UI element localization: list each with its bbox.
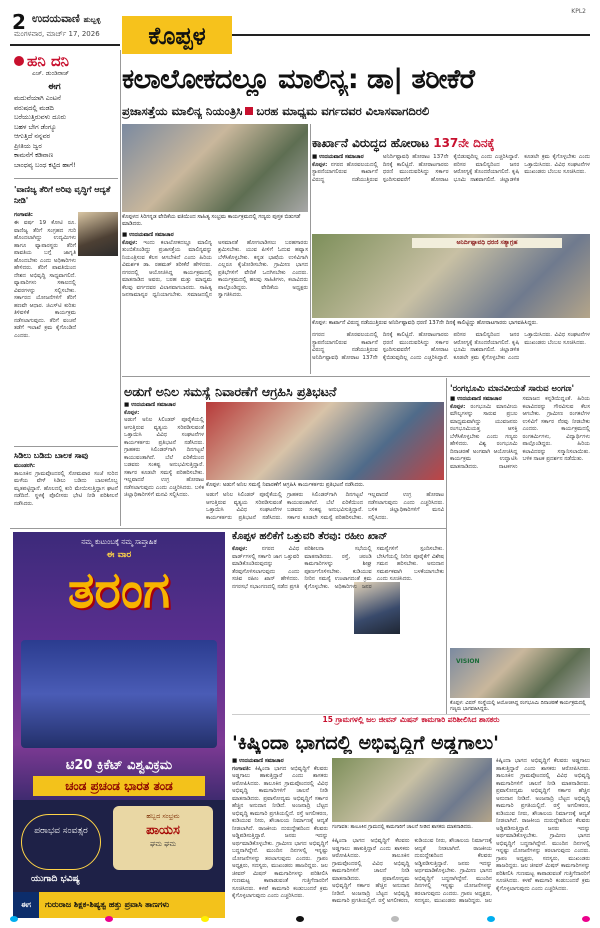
strike-place: ಕೊಪ್ಪಳ: — [312, 161, 328, 168]
hanidani-column — [14, 52, 118, 170]
kishkindha-body-right — [496, 758, 590, 912]
brief-tax-headline: 'ವಾಣಿಜ್ಯ ತೆರಿಗೆ ಅರಿವು ವೃದ್ಧಿಗೆ ಆದ್ಯತೆ ನೀಡಿ' — [14, 185, 111, 205]
kishkindha-headline: 'ಕಿಷ್ಕಿಂದಾ ಭಾಗದಲ್ಲಿ ಅಭಿವೃದ್ಧಿಗೆ ಅಡ್ಡಗಾಲು' — [232, 732, 499, 754]
kishkindha-caption: ಗಂಗಾವತಿ: ತಾಲೂಕಿನ ಗ್ರಾಮದಲ್ಲಿ ಕಾಮಗಾರಿಗೆ ಚಾಲನೆ ನೀಡಿದ ಶಾಸಕರು ಮಾತನಾಡಿದರು. — [332, 824, 473, 830]
kishkindha-photo — [332, 758, 492, 822]
ad-payasa-box — [113, 806, 213, 870]
brief-tax-story — [14, 184, 118, 206]
brief-tax-text: ಈ ವರ್ಷ 19 ಕೋಟಿ ರೂ. ವಾಣಿಜ್ಯ ತೆರಿಗೆ ಸಂಗ್ರಹದ ಗುರಿ ಹೊಂದಲಾಗಿದ್ದು ಉದ್ಯಮಿಗಳು ಹಾಗೂ ವ್ಯಾಪಾರಸ್ಥರು ತೆರಿಗೆ ಪಾವತಿಯ ಬಗ್ಗೆ ಜಾಗೃತಿ ಹೊಂದಬೇಕು ಎಂದು ಅಧಿಕಾರಿಗಳು ಹೇಳಿದರು. ತೆರಿಗೆ ಪಾವತಿಯಿಂದ ದೇಶದ ಅಭಿವೃದ್ಧಿ ಸಾಧ್ಯವಾಗಲಿದೆ. ವ್ಯಾಪಾರಿಗಳು ಸಕಾಲದಲ್ಲಿ ವಿವರಗಳನ್ನು ಸಲ್ಲಿಸಬೇಕು. ಸರ್ಕಾರದ ಯೋಜನೆಗಳಿಗೆ ತೆರಿಗೆ ಹಣವೇ ಆಧಾರ. ಜಿಎಸ್‌ಟಿ ಕುರಿತು ತಿಳಿವಳಿಕೆ ಕಾರ್ಯಕ್ರಮ ನಡೆಸಲಾಗುವುದು. ತೆರಿಗೆ ವಂಚನೆ ತಡೆಗೆ ಇಲಾಖೆ ಕ್ರಮ ಕೈಗೊಂಡಿದೆ ಎಂದರು. — [14, 220, 76, 339]
gas-text-continued: ಅಡುಗೆ ಅನಿಲ ಸಿಲಿಂಡರ್ ಪೂರೈಕೆಯಲ್ಲಿ ಆಗುತ್ತಿರುವ ವ್ಯತ್ಯಯ ಸರಿಪಡಿಸುವಂತೆ ಒತ್ತಾಯಿಸಿ ವಿವಿಧ ಸಂಘಟನೆಗಳ ಕಾರ್ಯಕರ್ತರು ಪ್ರತಿಭಟನೆ ನಡೆಸಿದರು. ಗ್ರಾಹಕರು ಸಿಲಿಂಡರ್‌ಗಾಗಿ ದಿನಗಟ್ಟಲೆ ಕಾಯುವಂತಾಗಿದೆ. ಬೆಲೆ ಏರಿಕೆಯಿಂದ ಬಡವರು ಸಂಕಷ್ಟ ಅನುಭವಿಸುತ್ತಿದ್ದಾರೆ. ಸರ್ಕಾರ ಕೂಡಲೇ ಸಮಸ್ಯೆ ಪರಿಹರಿಸಬೇಕು. ಇಲ್ಲವಾದರೆ ಉಗ್ರ ಹೋರಾಟ ನಡೆಸಲಾಗುವುದು ಎಂದು ಎಚ್ಚರಿಸಿದರು. ಬಳಿಕ ಜಿಲ್ಲಾಧಿಕಾರಿಗಳಿಗೆ ಮನವಿ ಸಲ್ಲಿಸಿದರು. — [206, 492, 444, 521]
strike-headline-count: 137ನೇ ದಿನಕ್ಕೆ — [433, 136, 495, 150]
brief-lightning-headline: ಸಿಡಿಲು ಬಡಿದು ಬಾಲಕ ಸಾವು — [14, 451, 89, 460]
strike-body — [312, 154, 590, 232]
theatre-photo — [450, 648, 590, 698]
column-rule — [120, 50, 121, 526]
ad-payasa-top: ಹಬ್ಬದ ಸಂಭ್ರಮ — [146, 812, 180, 820]
divider — [14, 446, 118, 447]
brief-lightning-body — [14, 463, 118, 529]
divider — [14, 178, 118, 179]
poem-line: ಆಗುತ್ತಿದೆ ನನ್ನವರ — [14, 132, 51, 140]
poem-line: ಬಹಳ ಬೇಗ ಡೆಂಗ್ಯೂ — [14, 122, 57, 131]
brief-lightning-story — [14, 450, 118, 529]
vision-logo: VISION — [456, 658, 480, 665]
yellow-mark-icon — [201, 916, 209, 922]
gas-body-continued — [206, 492, 444, 526]
dateline: ಗಂಗಾವತಿ: — [14, 212, 33, 218]
theatre-text-content: ರಂಗಭೂಮಿ ಮಾನವೀಯ ಮೌಲ್ಯಗಳನ್ನು ಸಾರುವ ಪ್ರಬಲ ಮಾಧ್ಯಮವಾಗಿದ್ದು ಯುವಜನರು ರಂಗಭೂಮಿಯತ್ತ ಆಸಕ್ತಿ ಬೆಳೆಸಿಕೊಳ್ಳಬೇಕು ಎಂದು ಗಣ್ಯರು ಹೇಳಿದರು. ವಿಶ್ವ ರಂಗಭೂಮಿ ದಿನಾಚರಣೆ ಅಂಗವಾಗಿ ಆಯೋಜಿಸಿದ್ದ ಕಾರ್ಯಕ್ರಮ ಉದ್ಘಾಟಿಸಿ ಮಾತನಾಡಿದರು. ನಾಟಕಗಳು ಸಮಾಜದ ಕನ್ನಡಿಯಿದ್ದಂತೆ. ಹಿರಿಯ ಕಲಾವಿದರನ್ನು ಗೌರವಿಸುವ ಕೆಲಸ ಆಗಬೇಕು. ಗ್ರಾಮೀಣ ರಂಗಕಲೆಗಳ ಉಳಿವಿಗೆ ಸರ್ಕಾರ ನೆರವು ನೀಡಬೇಕು ಎಂದರು. ಕಾರ್ಯಕ್ರಮದಲ್ಲಿ ರಂಗಕರ್ಮಿಗಳು, ವಿದ್ಯಾರ್ಥಿಗಳು ಪಾಲ್ಗೊಂಡಿದ್ದರು. ಹಿರಿಯ ಕಲಾವಿದರನ್ನು ಸನ್ಮಾನಿಸಲಾಯಿತು. ಬಳಿಕ ನಾಟಕ ಪ್ರದರ್ಶನ ನಡೆಯಿತು. — [450, 396, 590, 470]
section-banner: ಕೊಪ್ಪಳ — [122, 16, 232, 54]
ad-bottom-panel — [13, 800, 225, 918]
halike-headline: ಕೊಪ್ಪಳ ಹಲಿಕೆಗೆ ಒತ್ತುವರಿ ತೆರವು: ರಹೀಂ ಖಾನ್ — [232, 531, 388, 542]
page-number: 2 — [12, 10, 26, 34]
poem-line: ವರುಷದಲ್ಲಿ ಮಡದಿ — [14, 103, 54, 112]
strike-dateline: ■ ಉದಯವಾಣಿ ಸಮಾಚಾರ — [312, 154, 364, 160]
issue-date: ಮಂಗಳವಾರ, ಮಾರ್ಚ್ 17, 2026 — [14, 30, 100, 38]
lead-body — [122, 232, 308, 372]
ad-strip-text: ಗುರುರಾಜ ಶಿಕ್ಷಕ-ಶಿಷ್ಯತ್ವ ಹತ್ತು ಪ್ರವಾಸಿ ತಾಣಗಳು — [45, 900, 170, 909]
divider — [10, 528, 446, 529]
lead-text-content: ಇಂದು ಕಲಾಲೋಕದಲ್ಲೂ ಮಾಲಿನ್ಯ ತುಂಬಿಕೊಂಡಿದ್ದು ಪ್ರಜಾಸತ್ತೆಯ ಮಾಲಿನ್ಯವನ್ನು ನಿಯಂತ್ರಿಸುವ ಕೆಲಸ ಆಗಬೇಕಿದೆ ಎಂದು ಹಿರಿಯ ವಿಮರ್ಶಕ ಡಾ. ರಹಮತ್ ತರೀಕೆರೆ ಹೇಳಿದರು. ನಗರದಲ್ಲಿ ಆಯೋಜಿಸಿದ್ದ ಕಾರ್ಯಕ್ರಮದಲ್ಲಿ ಮಾತನಾಡಿದ ಅವರು, ಬರಹ ಮತ್ತು ಮಾಧ್ಯಮ ಕೆಲವು ವರ್ಗದವರ ವಿಲಾಸವಾಗಬಾರದು. ಸಾಹಿತ್ಯ ಜನಸಾಮಾನ್ಯರ ಧ್ವನಿಯಾಗಬೇಕು. ಸಮಾಜದಲ್ಲಿನ ಅಸಮಾನತೆ ಹೋಗಲಾಡಿಸಲು ಬರಹಗಾರರು ಶ್ರಮಿಸಬೇಕು. ಯುವ ಪೀಳಿಗೆ ಓದುವ ಹವ್ಯಾಸ ಬೆಳೆಸಿಕೊಳ್ಳಬೇಕು. ಕನ್ನಡ ಭಾಷೆಯ ಉಳಿವಿಗಾಗಿ ಎಲ್ಲರೂ ಕೈಜೋಡಿಸಬೇಕು. ಗ್ರಾಮೀಣ ಭಾಗದ ಪ್ರತಿಭೆಗಳಿಗೆ ವೇದಿಕೆ ಒದಗಿಸಬೇಕು ಎಂದರು. ಕಾರ್ಯಕ್ರಮದಲ್ಲಿ ಹಲವು ಸಾಹಿತಿಗಳು, ಕಲಾವಿದರು ಪಾಲ್ಗೊಂಡಿದ್ದರು. ವೇದಿಕೆಯ ಅಧ್ಯಕ್ಷರು ಸ್ವಾಗತಿಸಿದರು. — [122, 239, 308, 298]
protest-banner: ಅನಿರ್ದಿಷ್ಟಾವಧಿ ಧರಣಿ ಸತ್ಯಾಗ್ರಹ — [412, 238, 562, 248]
kishkindha-dateline: ■ ಉದಯವಾಣಿ ಸಮಾಚಾರ — [232, 758, 284, 764]
jjm-strap: 15 ಗ್ರಾಮಗಳಲ್ಲಿ ಜಲ ಜೀವನ್ ಮಿಷನ್ ಕಾಮಗಾರಿ ಪರಿಶೀಲಿಸಿದ ಶಾಸಕರು — [232, 714, 590, 728]
gas-photo — [206, 402, 444, 480]
ad-team-photo — [21, 640, 217, 748]
kishkindha-body-middle — [332, 838, 492, 912]
masthead-rule — [232, 34, 590, 36]
ad-strip — [13, 892, 225, 918]
kishkindha-body-left — [232, 758, 328, 912]
magenta-mark-icon — [582, 916, 590, 922]
print-registration-marks — [10, 916, 590, 924]
ad-tagline: ನಮ್ಮ ಕುಟುಂಬಕ್ಕೆ ನಮ್ಮ ಸಾಪ್ತಾಹಿಕ — [81, 538, 157, 546]
strike-photo — [312, 234, 590, 318]
cyan-mark-icon — [10, 916, 18, 922]
ad-weekly: ಈ ವಾರ — [106, 550, 132, 560]
halike-place: ಕೊಪ್ಪಳ: — [232, 546, 248, 552]
strike-caption: ಕೊಪ್ಪಳ: ಕಾರ್ಖಾನೆ ವಿರುದ್ಧ ನಡೆಯುತ್ತಿರುವ ಅನಿರ್ದಿಷ್ಟಾವಧಿ ಧರಣಿ 137ನೇ ದಿನಕ್ಕೆ ಕಾಲಿಟ್ಟಿದ್ದು ಹೋರಾಟಗಾರರು ಭಾಗವಹಿಸಿದ್ದರು. — [312, 320, 538, 326]
theatre-caption: ಕೊಪ್ಪಳ: ವಿಷನ್ ಸಂಸ್ಥೆಯಲ್ಲಿ ಆಯೋಜಿಸಿದ್ದ ರಂಗಭೂಮಿ ದಿನಾಚರಣೆ ಕಾರ್ಯಕ್ರಮದಲ್ಲಿ ಗಣ್ಯರು ಭಾಗವಹಿಸಿದ್ದರು. — [450, 700, 586, 712]
halike-body — [232, 546, 444, 712]
hanidani-author: ಎಚ್. ಡುಂಡಿರಾಜ್ — [32, 70, 70, 77]
gas-body — [124, 402, 204, 526]
ad-payasa-title: ಪಾಯಸ — [146, 823, 180, 838]
black-mark-icon — [296, 916, 304, 922]
gas-dateline: ■ ಉದಯವಾಣಿ ಸಮಾಚಾರ — [124, 402, 176, 408]
hanidani-title-text: ಹನಿ ದನಿ — [27, 52, 69, 70]
kishkindha-text-content: ಕಿಷ್ಕಿಂದಾ ಭಾಗದ ಅಭಿವೃದ್ಧಿಗೆ ಕೆಲವರು ಅಡ್ಡಗಾಲು ಹಾಕುತ್ತಿದ್ದಾರೆ ಎಂದು ಶಾಸಕರು ಆರೋಪಿಸಿದರು. ತಾಲೂಕಿನ ಗ್ರಾಮವೊಂದರಲ್ಲಿ ವಿವಿಧ ಅಭಿವೃದ್ಧಿ ಕಾಮಗಾರಿಗಳಿಗೆ ಚಾಲನೆ ನೀಡಿ ಮಾತನಾಡಿದರು. ಪ್ರವಾಸೋದ್ಯಮ ಅಭಿವೃದ್ಧಿಗೆ ಸರ್ಕಾರ ಹೆಚ್ಚಿನ ಅನುದಾನ ನೀಡಿದೆ. ಅಂಜನಾದ್ರಿ ಬೆಟ್ಟದ ಅಭಿವೃದ್ಧಿ ಕಾಮಗಾರಿ ಪ್ರಗತಿಯಲ್ಲಿದೆ. ರಸ್ತೆ ಅಗಲೀಕರಣ, ಕುಡಿಯುವ ನೀರು, ಶೌಚಾಲಯ ನಿರ್ಮಾಣಕ್ಕೆ ಆದ್ಯತೆ ನೀಡಲಾಗಿದೆ. ರಾಜಕೀಯ ದುರುದ್ದೇಶದಿಂದ ಕೆಲವರು ಅಡ್ಡಿಪಡಿಸುತ್ತಿದ್ದಾರೆ. ಜನರು ಇದನ್ನು ಅರ್ಥಮಾಡಿಕೊಳ್ಳಬೇಕು. ಗ್ರಾಮೀಣ ಭಾಗದ ಅಭಿವೃದ್ಧಿಗೆ ಬದ್ಧನಾಗಿದ್ದೇನೆ. ಮುಂದಿನ ದಿನಗಳಲ್ಲಿ ಇನ್ನಷ್ಟು ಯೋಜನೆಗಳನ್ನು ತರಲಾಗುವುದು ಎಂದರು. ಗ್ರಾಪಂ ಅಧ್ಯಕ್ಷರು, ಸದಸ್ಯರು, ಮುಖಂಡರು ಹಾಜರಿದ್ದರು. ಜಲ ಜೀವನ್ ಮಿಷನ್ ಕಾಮಗಾರಿಗಳನ್ನು ಪರಿಶೀಲಿಸಿ ಗುಣಮಟ್ಟ ಕಾಪಾಡುವಂತೆ ಗುತ್ತಿಗೆದಾರರಿಗೆ ಸೂಚಿಸಿದರು. ಕಳಪೆ ಕಾಮಗಾರಿ ಕಂಡುಬಂದರೆ ಕ್ರಮ ಕೈಗೊಳ್ಳಲಾಗುವುದು ಎಂದು ಎಚ್ಚರಿಸಿದರು. — [232, 765, 328, 899]
theatre-place: ಕೊಪ್ಪಳ: — [450, 403, 466, 410]
poem-heading: ಈಗ — [48, 82, 61, 92]
cyan-mark-icon — [487, 916, 495, 922]
brief-tax-body — [14, 220, 118, 446]
gas-place: ಕೊಪ್ಪಳ: — [124, 409, 140, 416]
strike-text-continued: ನಗರದ ಹೊರವಲಯದಲ್ಲಿ ಸ್ಥಾಪನೆಯಾಗಲಿರುವ ಕಾರ್ಖಾನೆ ವಿರುದ್ಧ ನಡೆಯುತ್ತಿರುವ ಅನಿರ್ದಿಷ್ಟಾವಧಿ ಹೋರಾಟ 137ನೇ ದಿನಕ್ಕೆ ಕಾಲಿಟ್ಟಿದೆ. ಹೋರಾಟಗಾರರು ಧರಣಿ ಮುಂದುವರಿಸಿದ್ದು ಸರ್ಕಾರ ಸ್ಪಂದಿಸುವವರೆಗೆ ಹೋರಾಟ ಕೈಬಿಡುವುದಿಲ್ಲ ಎಂದು ಎಚ್ಚರಿಸಿದ್ದಾರೆ. ಪರಿಸರ ಮಾಲಿನ್ಯದಿಂದ ಜನರ ಆರೋಗ್ಯಕ್ಕೆ ತೊಂದರೆಯಾಗಲಿದೆ. ಕೃಷಿ ಭೂಮಿ ನಾಶವಾಗಲಿದೆ. ಜಿಲ್ಲಾಡಳಿತ ಕೂಡಲೇ ಕ್ರಮ ಕೈಗೊಳ್ಳಬೇಕು ಎಂದು ಒತ್ತಾಯಿಸಿದರು. ವಿವಿಧ ಸಂಘಟನೆಗಳ ಮುಖಂಡರು ಬೆಂಬಲ ಸೂಚಿಸಿದರು. — [312, 332, 590, 361]
poem-line: ಬಾಂಧವ್ಯ ಬಂಧ ಕಟ್ಟಿದ ಹಾಗೆ! — [14, 160, 76, 169]
ad-brand: ತರಂಗ — [67, 560, 171, 619]
theatre-body — [450, 396, 590, 646]
lead-headline: ಕಲಾಲೋಕದಲ್ಲೂ ಮಾಲಿನ್ಯ: ಡಾ| ತರೀಕೆರೆ — [122, 64, 475, 95]
kishkindha-text-middle: ಕಿಷ್ಕಿಂದಾ ಭಾಗದ ಅಭಿವೃದ್ಧಿಗೆ ಕೆಲವರು ಅಡ್ಡಗಾಲು ಹಾಕುತ್ತಿದ್ದಾರೆ ಎಂದು ಶಾಸಕರು ಆರೋಪಿಸಿದರು. ತಾಲೂಕಿನ ಗ್ರಾಮವೊಂದರಲ್ಲಿ ವಿವಿಧ ಅಭಿವೃದ್ಧಿ ಕಾಮಗಾರಿಗಳಿಗೆ ಚಾಲನೆ ನೀಡಿ ಮಾತನಾಡಿದರು. ಪ್ರವಾಸೋದ್ಯಮ ಅಭಿವೃದ್ಧಿಗೆ ಸರ್ಕಾರ ಹೆಚ್ಚಿನ ಅನುದಾನ ನೀಡಿದೆ. ಅಂಜನಾದ್ರಿ ಬೆಟ್ಟದ ಅಭಿವೃದ್ಧಿ ಕಾಮಗಾರಿ ಪ್ರಗತಿಯಲ್ಲಿದೆ. ರಸ್ತೆ ಅಗಲೀಕರಣ, ಕುಡಿಯುವ ನೀರು, ಶೌಚಾಲಯ ನಿರ್ಮಾಣಕ್ಕೆ ಆದ್ಯತೆ ನೀಡಲಾಗಿದೆ. ರಾಜಕೀಯ ದುರುದ್ದೇಶದಿಂದ ಕೆಲವರು ಅಡ್ಡಿಪಡಿಸುತ್ತಿದ್ದಾರೆ. ಜನರು ಇದನ್ನು ಅರ್ಥಮಾಡಿಕೊಳ್ಳಬೇಕು. ಗ್ರಾಮೀಣ ಭಾಗದ ಅಭಿವೃದ್ಧಿಗೆ ಬದ್ಧನಾಗಿದ್ದೇನೆ. ಮುಂದಿನ ದಿನಗಳಲ್ಲಿ ಇನ್ನಷ್ಟು ಯೋಜನೆಗಳನ್ನು ತರಲಾಗುವುದು ಎಂದರು. ಗ್ರಾಪಂ ಅಧ್ಯಕ್ಷರು, ಸದಸ್ಯರು, ಮುಖಂಡರು ಹಾಜರಿದ್ದರು. ಜಲ — [332, 838, 492, 904]
lead-text — [122, 240, 308, 300]
gas-caption: ಕೊಪ್ಪಳ: ಅಡುಗೆ ಅನಿಲ ಸಮಸ್ಯೆ ನಿವಾರಣೆಗೆ ಆಗ್ರಹಿಸಿ ಕಾರ್ಯಕರ್ತರು ಪ್ರತಿಭಟನೆ ನಡೆಸಿದರು. — [206, 482, 365, 488]
lead-dateline: ■ ಉದಯವಾಣಿ ಸಮಾಚಾರ — [122, 232, 174, 238]
strike-headline — [312, 136, 590, 151]
column-rule — [446, 378, 447, 714]
lead-place: ಕೊಪ್ಪಳ: — [122, 239, 138, 246]
ad-strip-tag: ಈಗ — [13, 892, 39, 918]
gas-headline: ಅಡುಗೆ ಅನಿಲ ಸಮಸ್ಯೆ ನಿವಾರಣೆಗೆ ಆಗ್ರಹಿಸಿ ಪ್ರತಿಭಟನೆ — [124, 384, 337, 399]
edition: ಹುಬ್ಬಳ್ಳಿ — [83, 16, 101, 24]
lead-photo — [122, 124, 308, 212]
theatre-dateline: ■ ಉದಯವಾಣಿ ಸಮಾಚಾರ — [450, 396, 502, 402]
poem-line: ಮದುವೆಯಾಗಿ ಎಂಟನೆ — [14, 94, 61, 102]
poem-line: ಕಾಮನೆಗೆ ಕಡಿವಾಣ — [14, 151, 54, 159]
page-code: KPL2 — [571, 8, 586, 15]
separator-square-icon — [245, 107, 253, 115]
theatre-headline: 'ರಂಗಭೂಮಿ ಮಾನವೀಯತೆ ಸಾರುವ ಅಂಗಣ' — [450, 384, 575, 394]
theatre-text — [450, 396, 590, 471]
ad-highlight: ಚಂಡ ಪ್ರಚಂಡ ಭಾರತ ತಂಡ — [33, 776, 205, 796]
paper-name — [32, 12, 101, 26]
halike-text — [232, 546, 444, 591]
magenta-mark-icon — [105, 916, 113, 922]
kishkindha-place: ಗಂಗಾವತಿ: — [232, 765, 251, 772]
column-rule — [310, 124, 311, 374]
paper-title: ಉದಯವಾಣಿ — [32, 12, 80, 25]
kishkindha-text — [232, 766, 328, 901]
lead-subheadline — [122, 104, 590, 119]
brief-lightning-text: ತಾಲೂಕಿನ ಗ್ರಾಮವೊಂದರಲ್ಲಿ ಸೋಮವಾರ ಸಂಜೆ ಸುರಿದ ಮಳೆಯ ವೇಳೆ ಸಿಡಿಲು ಬಡಿದು ಬಾಲಕನೊಬ್ಬ ಮೃತಪಟ್ಟಿದ್ದಾನೆ. ಹೊಲದಲ್ಲಿ ಕುರಿ ಮೇಯಿಸುತ್ತಿದ್ದಾಗ ಘಟನೆ ನಡೆದಿದೆ. ಸ್ಥಳಕ್ಕೆ ಪೊಲೀಸರು ಭೇಟಿ ನೀಡಿ ಪರಿಶೀಲನೆ ನಡೆಸಿದರು. — [14, 470, 118, 507]
halike-text-content: ನಗರದ ವಿವಿಧ ವಾರ್ಡ್‌ಗಳಲ್ಲಿ ಸರ್ಕಾರಿ ಜಾಗ ಒತ್ತುವರಿ ಮಾಡಿಕೊಂಡಿರುವುದನ್ನು ತೆರವುಗೊಳಿಸಲಾಗುವುದು ಎಂದು ಸಚಿವ ರಹೀಂ ಖಾನ್ ಹೇಳಿದರು. ನಗರಸಭೆ ಸಭಾಂಗಣದಲ್ಲಿ ನಡೆದ ಪ್ರಗತಿ ಪರಿಶೀಲನಾ ಸಭೆಯಲ್ಲಿ ಮಾತನಾಡಿದರು. ರಸ್ತೆ, ಚರಂಡಿ ಕಾಮಗಾರಿಗಳನ್ನು ಶೀಘ್ರ ಪೂರ್ಣಗೊಳಿಸಬೇಕು. ಕುಡಿಯುವ ನೀರಿನ ಸಮಸ್ಯೆ ಉಂಟಾಗದಂತೆ ಕ್ರಮ ಕೈಗೊಳ್ಳಬೇಕು. ಅಧಿಕಾರಿಗಳು ಜನರ ಸಮಸ್ಯೆಗಳಿಗೆ ಸ್ಪಂದಿಸಬೇಕು. ಬೇಸಿಗೆಯಲ್ಲಿ ನೀರಿನ ಪೂರೈಕೆಗೆ ವಿಶೇಷ ಗಮನ ಹರಿಸಬೇಕು. ಅನುದಾನ ಸಮರ್ಪಕವಾಗಿ ಬಳಕೆಯಾಗಬೇಕು ಎಂದು ಸೂಚಿಸಿದರು. — [232, 546, 444, 590]
ad-payasa-bottom: ಘಮ ಘಮ — [149, 840, 177, 848]
strike-text-content: ನಗರದ ಹೊರವಲಯದಲ್ಲಿ ಸ್ಥಾಪನೆಯಾಗಲಿರುವ ಕಾರ್ಖಾನೆ ವಿರುದ್ಧ ನಡೆಯುತ್ತಿರುವ ಅನಿರ್ದಿಷ್ಟಾವಧಿ ಹೋರಾಟ 137ನೇ ದಿನಕ್ಕೆ ಕಾಲಿಟ್ಟಿದೆ. ಹೋರಾಟಗಾರರು ಧರಣಿ ಮುಂದುವರಿಸಿದ್ದು ಸರ್ಕಾರ ಸ್ಪಂದಿಸುವವರೆಗೆ ಹೋರಾಟ ಕೈಬಿಡುವುದಿಲ್ಲ ಎಂದು ಎಚ್ಚರಿಸಿದ್ದಾರೆ. ಪರಿಸರ ಮಾಲಿನ್ಯದಿಂದ ಜನರ ಆರೋಗ್ಯಕ್ಕೆ ತೊಂದರೆಯಾಗಲಿದೆ. ಕೃಷಿ ಭೂಮಿ ನಾಶವಾಗಲಿದೆ. ಜಿಲ್ಲಾಡಳಿತ ಕೂಡಲೇ ಕ್ರಮ ಕೈಗೊಳ್ಳಬೇಕು ಎಂದು ಒತ್ತಾಯಿಸಿದರು. ವಿವಿಧ ಸಂಘಟನೆಗಳ ಮುಖಂಡರು ಬೆಂಬಲ ಸೂಚಿಸಿದರು. — [312, 154, 590, 183]
poem-body — [14, 94, 118, 170]
poem-line: ಪ್ರೀತಿಯ ಜ್ವರ — [14, 141, 42, 150]
kishkindha-text-right: ಕಿಷ್ಕಿಂದಾ ಭಾಗದ ಅಭಿವೃದ್ಧಿಗೆ ಕೆಲವರು ಅಡ್ಡಗಾಲು ಹಾಕುತ್ತಿದ್ದಾರೆ ಎಂದು ಶಾಸಕರು ಆರೋಪಿಸಿದರು. ತಾಲೂಕಿನ ಗ್ರಾಮವೊಂದರಲ್ಲಿ ವಿವಿಧ ಅಭಿವೃದ್ಧಿ ಕಾಮಗಾರಿಗಳಿಗೆ ಚಾಲನೆ ನೀಡಿ ಮಾತನಾಡಿದರು. ಪ್ರವಾಸೋದ್ಯಮ ಅಭಿವೃದ್ಧಿಗೆ ಸರ್ಕಾರ ಹೆಚ್ಚಿನ ಅನುದಾನ ನೀಡಿದೆ. ಅಂಜನಾದ್ರಿ ಬೆಟ್ಟದ ಅಭಿವೃದ್ಧಿ ಕಾಮಗಾರಿ ಪ್ರಗತಿಯಲ್ಲಿದೆ. ರಸ್ತೆ ಅಗಲೀಕರಣ, ಕುಡಿಯುವ ನೀರು, ಶೌಚಾಲಯ ನಿರ್ಮಾಣಕ್ಕೆ ಆದ್ಯತೆ ನೀಡಲಾಗಿದೆ. ರಾಜಕೀಯ ದುರುದ್ದೇಶದಿಂದ ಕೆಲವರು ಅಡ್ಡಿಪಡಿಸುತ್ತಿದ್ದಾರೆ. ಜನರು ಇದನ್ನು ಅರ್ಥಮಾಡಿಕೊಳ್ಳಬೇಕು. ಗ್ರಾಮೀಣ ಭಾಗದ ಅಭಿವೃದ್ಧಿಗೆ ಬದ್ಧನಾಗಿದ್ದೇನೆ. ಮುಂದಿನ ದಿನಗಳಲ್ಲಿ ಇನ್ನಷ್ಟು ಯೋಜನೆಗಳನ್ನು ತರಲಾಗುವುದು ಎಂದರು. ಗ್ರಾಪಂ ಅಧ್ಯಕ್ಷರು, ಸದಸ್ಯರು, ಮುಖಂಡರು ಹಾಜರಿದ್ದರು. ಜಲ ಜೀವನ್ ಮಿಷನ್ ಕಾಮಗಾರಿಗಳನ್ನು ಪರಿಶೀಲಿಸಿ ಗುಣಮಟ್ಟ ಕಾಪಾಡುವಂತೆ ಗುತ್ತಿಗೆದಾರರಿಗೆ ಸೂಚಿಸಿದರು. ಕಳಪೆ ಕಾಮಗಾರಿ ಕಂಡುಬಂದರೆ ಕ್ರಮ ಕೈಗೊಳ್ಳಲಾಗುವುದು ಎಂದು ಎಚ್ಚರಿಸಿದರು. — [496, 758, 590, 892]
strike-body-continued — [312, 332, 590, 374]
taranga-advertisement[interactable] — [13, 532, 225, 918]
ad-ugadi: ಯುಗಾದಿ ಭವಿಷ್ಯ — [31, 874, 80, 884]
strike-headline-text: ಕಾರ್ಖಾನೆ ವಿರುದ್ಧದ ಹೋರಾಟ — [312, 136, 430, 150]
ad-panchanga: ಪರಾಭವ ಸಂವತ್ಸರ — [21, 814, 101, 870]
hanidani-logo-icon — [14, 56, 24, 66]
masthead-rule-left — [10, 44, 120, 46]
divider — [122, 376, 590, 377]
grey-mark-icon — [391, 916, 399, 922]
lead-subhead-right: ಬರಹ ಮಾಧ್ಯಮ ವರ್ಗದವರ ವಿಲಾಸವಾಗದಿರಲಿ — [256, 104, 430, 118]
poem-line: ಬರೆಯುತ್ತಿರುವಳು ದೂರು — [14, 113, 67, 121]
gas-text: ಅಡುಗೆ ಅನಿಲ ಸಿಲಿಂಡರ್ ಪೂರೈಕೆಯಲ್ಲಿ ಆಗುತ್ತಿರುವ ವ್ಯತ್ಯಯ ಸರಿಪಡಿಸುವಂತೆ ಒತ್ತಾಯಿಸಿ ವಿವಿಧ ಸಂಘಟನೆಗಳ ಕಾರ್ಯಕರ್ತರು ಪ್ರತಿಭಟನೆ ನಡೆಸಿದರು. ಗ್ರಾಹಕರು ಸಿಲಿಂಡರ್‌ಗಾಗಿ ದಿನಗಟ್ಟಲೆ ಕಾಯುವಂತಾಗಿದೆ. ಬೆಲೆ ಏರಿಕೆಯಿಂದ ಬಡವರು ಸಂಕಷ್ಟ ಅನುಭವಿಸುತ್ತಿದ್ದಾರೆ. ಸರ್ಕಾರ ಕೂಡಲೇ ಸಮಸ್ಯೆ ಪರಿಹರಿಸಬೇಕು. ಇಲ್ಲವಾದರೆ ಉಗ್ರ ಹೋರಾಟ ನಡೆಸಲಾಗುವುದು ಎಂದು ಎಚ್ಚರಿಸಿದರು. ಬಳಿಕ ಜಿಲ್ಲಾಧಿಕಾರಿಗಳಿಗೆ ಮನವಿ ಸಲ್ಲಿಸಿದರು. — [124, 417, 204, 498]
lead-subhead-left: ಪ್ರಜಾಸತ್ತೆಯ ಮಾಲಿನ್ಯ ನಿಯಂತ್ರಿಸಿ — [122, 104, 243, 118]
hanidani-title — [14, 52, 118, 70]
ad-feature: ಟಿ20 ಕ್ರಿಕೆಟ್ ವಿಶ್ವವಿಕ್ರಮ — [65, 758, 173, 773]
dateline: ಮುಂಡರಗಿ: — [14, 463, 36, 469]
lead-caption: ಕೊಪ್ಪಳದ ಸಿರಿಗನ್ನಡ ವೇದಿಕೆಯ ವತಿಯಿಂದ ಸಾಹಿತ್ಯ ಸಂಭ್ರಮ ಕಾರ್ಯಕ್ರಮದಲ್ಲಿ ಗಣ್ಯರು ಪುಸ್ತಕ ಬಿಡುಗಡೆ ಮಾಡಿದರು. — [122, 214, 301, 227]
